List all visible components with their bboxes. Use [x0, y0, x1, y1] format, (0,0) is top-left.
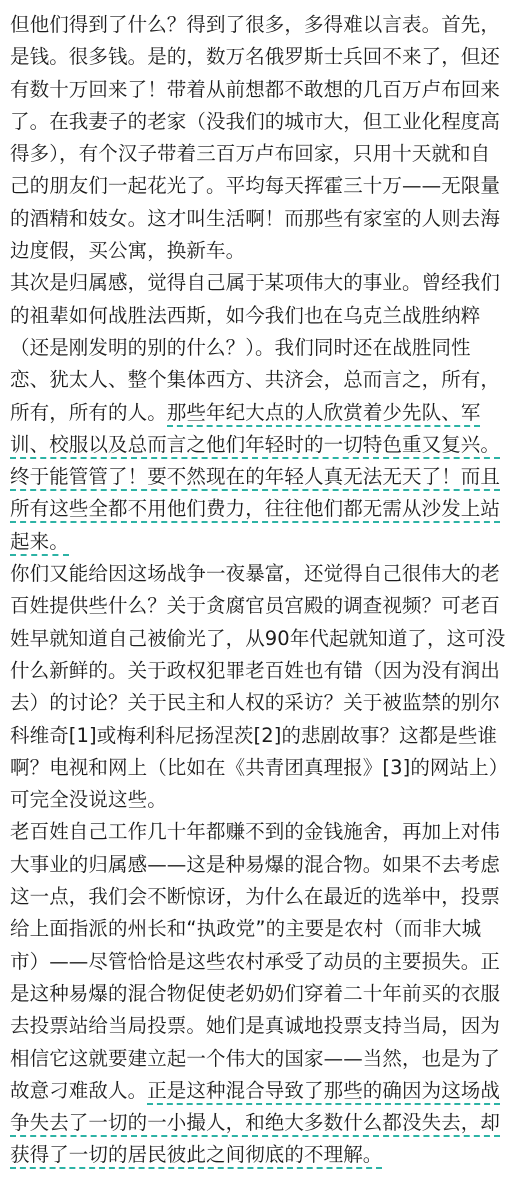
paragraph-2 [10, 267, 507, 558]
paragraph-text: 但他们得到了什么？得到了很多，多得难以言表。首先，是钱。很多钱。是的，数万名俄罗斯士兵回不来了，但还有数十万回来了！带着从前想都不敢想的几百万卢布回来了。在我妻子的老家（没我们的城市大，但工业化程度高得多），有个汉子带着三百万卢布回家，只用十天就和自己的朋友们一起花光了。平均每天挥霍三十万——无限量的酒精和妓女。这才叫生活啊！而那些有家室的人则去海边度假，买公寓，换新车。 [10, 13, 501, 263]
paragraph-text: 老百姓自己工作几十年都赚不到的金钱施舍，再加上对伟大事业的归属感——这是种易爆的混合物。如果不去考虑这一点，我们会不断惊讶，为什么在最近的选举中，投票给上面指派的州长和“执政党”的主要是农村（而非大城市）——尽管恰恰是这些农村承受了动员的主要损失。正是这种易爆的混合物促使老奶奶们穿着二十年前买的衣服去投票站给当局投票。她们是真诚地投票支持当局，因为相信它这就要建立起一个伟大的国家——当然，也是为了故意刁难敌人。 [10, 820, 501, 1102]
paragraph-3 [10, 558, 507, 816]
paragraph-4 [10, 816, 507, 1171]
highlighted-passage[interactable]: 正是这种混合导致了那些的确因为这场战争失去了一切的一小撮人，和绝大多数什么都没失去，却获得了一切的居民彼此之间彻底的不理解。 [10, 1079, 500, 1170]
paragraph-text: 其次是归属感，觉得自己属于某项伟大的事业。曾经我们的祖辈如何战胜法西斯，如今我们也在乌克兰战胜纳粹（还是刚发明的别的什么？）。我们同时还在战胜同性恋、犹太人、整个集体西方、共济会，总而言之，所有，所有，所有的人。 [10, 271, 501, 424]
paragraph-1 [10, 9, 507, 267]
highlighted-passage[interactable]: 那些年纪大点的人欣赏着少先队、军训、校服以及总而言之他们年轻时的一切特色重又复兴。终于能管管了！要不然现在的年轻人真无法无天了！而且所有这些全都不用他们费力，往往他们都无需从沙发上站起来。 [10, 401, 500, 556]
paragraph-text: 你们又能给因这场战争一夜暴富，还觉得自己很伟大的老百姓提供些什么？关于贪腐官员宫殿的调查视频？可老百姓早就知道自己被偷光了，从90年代起就知道了，这可没什么新鲜的。关于政权犯罪老百姓也有错（因为没有润出去）的讨论？关于民主和人权的采访？关于被监禁的别尔科维奇[1]或梅利科尼扬涅茨[2]的悲剧故事？这都是些谁啊？电视和网上（比如在《共青团真理报》[3]的网站上）可完全没说这些。 [10, 562, 506, 812]
